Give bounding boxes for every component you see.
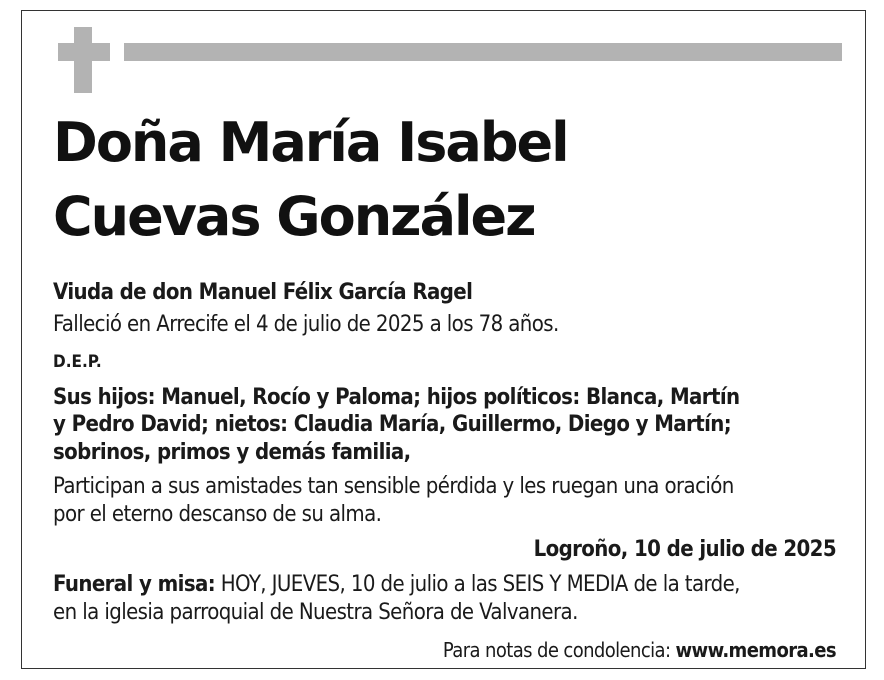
funeral-label: Funeral y misa:: [53, 572, 216, 597]
cross-horizontal-bar: [58, 43, 110, 61]
condolence-link[interactable]: www.memora.es: [675, 638, 836, 662]
family-line-3: sobrinos, primos y demás familia,: [53, 440, 411, 465]
request-line-2: por el eterno descanso de su alma.: [53, 502, 382, 527]
deceased-name-line-2: Cuevas González: [53, 185, 535, 248]
notice-frame: [21, 10, 866, 669]
dep-line: D.E.P.: [53, 352, 102, 372]
header-rule: [124, 43, 842, 61]
family-line-2: y Pedro David; nietos: Claudia María, Guillermo, Diego y Martín;: [53, 412, 732, 437]
death-line: Falleció en Arrecife el 4 de julio de 2025 a los 78 años.: [53, 312, 559, 337]
funeral-line-2: en la iglesia parroquial de Nuestra Señora de Valvanera.: [53, 600, 578, 625]
condolence-line: [443, 640, 836, 660]
place-date: Logroño, 10 de julio de 2025: [533, 537, 836, 562]
funeral-line-1: [53, 574, 740, 596]
funeral-details: HOY, JUEVES, 10 de julio a las SEIS Y MEDIA de la tarde,: [215, 572, 740, 597]
widow-line: Viuda de don Manuel Félix García Ragel: [53, 280, 473, 305]
deceased-name-line-1: Doña María Isabel: [53, 111, 568, 174]
request-line-1: Participan a sus amistades tan sensible pérdida y les ruegan una oración: [53, 474, 734, 499]
family-line-1: Sus hijos: Manuel, Rocío y Paloma; hijos políticos: Blanca, Martín: [53, 385, 740, 410]
condolence-label: Para notas de condolencia:: [442, 638, 676, 662]
